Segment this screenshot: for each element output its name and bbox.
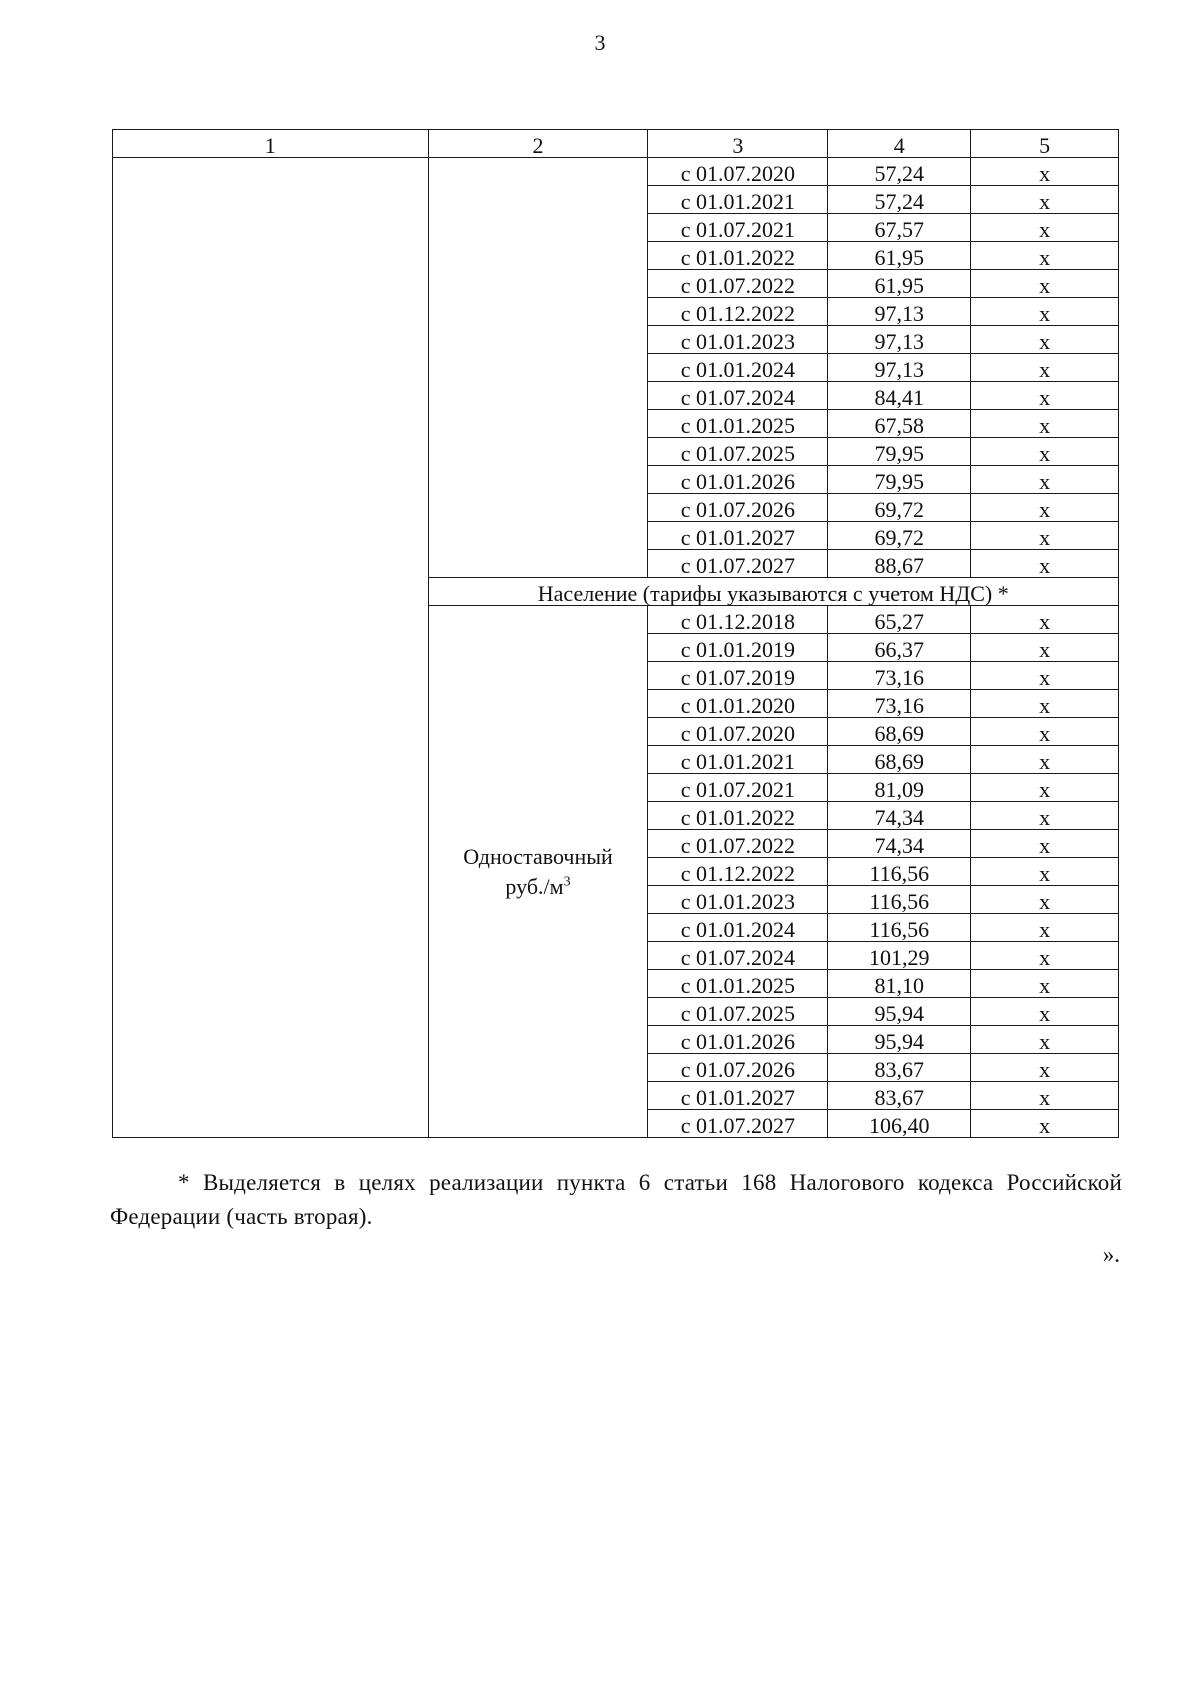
- date-cell: с 01.01.2019: [648, 634, 828, 662]
- mark-cell: х: [971, 914, 1119, 942]
- value-cell: 73,16: [828, 690, 971, 718]
- mark-cell: х: [971, 1026, 1119, 1054]
- date-cell: с 01.07.2022: [648, 270, 828, 298]
- date-cell: с 01.12.2018: [648, 606, 828, 634]
- date-cell: с 01.07.2024: [648, 382, 828, 410]
- value-cell: 68,69: [828, 718, 971, 746]
- mark-cell: х: [971, 998, 1119, 1026]
- mark-cell: х: [971, 690, 1119, 718]
- date-cell: с 01.01.2021: [648, 746, 828, 774]
- date-cell: с 01.01.2021: [648, 186, 828, 214]
- mark-cell: х: [971, 466, 1119, 494]
- tariff-type-cell: [428, 158, 648, 578]
- date-cell: с 01.07.2027: [648, 550, 828, 578]
- table-row: [113, 158, 1119, 186]
- date-cell: с 01.01.2020: [648, 690, 828, 718]
- date-cell: с 01.01.2024: [648, 354, 828, 382]
- value-cell: 66,37: [828, 634, 971, 662]
- mark-cell: х: [971, 942, 1119, 970]
- date-cell: с 01.07.2021: [648, 774, 828, 802]
- tariff-unit-text: руб./м: [505, 873, 564, 899]
- value-cell: 57,24: [828, 186, 971, 214]
- value-cell: 116,56: [828, 886, 971, 914]
- mark-cell: х: [971, 298, 1119, 326]
- date-cell: с 01.01.2027: [648, 522, 828, 550]
- mark-cell: х: [971, 718, 1119, 746]
- mark-cell: х: [971, 270, 1119, 298]
- value-cell: 67,57: [828, 214, 971, 242]
- table-header-row: [113, 130, 1119, 158]
- mark-cell: х: [971, 242, 1119, 270]
- closing-quote: ».: [1102, 1242, 1120, 1267]
- value-cell: 116,56: [828, 914, 971, 942]
- mark-cell: х: [971, 522, 1119, 550]
- tariff-unit-superscript: 3: [563, 874, 571, 890]
- mark-cell: х: [971, 830, 1119, 858]
- mark-cell: х: [971, 606, 1119, 634]
- value-cell: 69,72: [828, 494, 971, 522]
- date-cell: с 01.07.2025: [648, 438, 828, 466]
- mark-cell: х: [971, 1054, 1119, 1082]
- mark-cell: х: [971, 634, 1119, 662]
- date-cell: с 01.07.2022: [648, 830, 828, 858]
- date-cell: с 01.07.2025: [648, 998, 828, 1026]
- mark-cell: х: [971, 1082, 1119, 1110]
- date-cell: с 01.01.2025: [648, 410, 828, 438]
- date-cell: с 01.12.2022: [648, 298, 828, 326]
- value-cell: 73,16: [828, 662, 971, 690]
- date-cell: с 01.07.2027: [648, 1110, 828, 1138]
- date-cell: с 01.01.2023: [648, 886, 828, 914]
- date-cell: с 01.01.2022: [648, 802, 828, 830]
- mark-cell: х: [971, 970, 1119, 998]
- value-cell: 74,34: [828, 830, 971, 858]
- tariff-type-cell: [428, 606, 648, 1138]
- value-cell: 95,94: [828, 1026, 971, 1054]
- value-cell: 74,34: [828, 802, 971, 830]
- date-cell: с 01.07.2024: [648, 942, 828, 970]
- mark-cell: х: [971, 662, 1119, 690]
- date-cell: с 01.01.2026: [648, 466, 828, 494]
- date-cell: с 01.01.2025: [648, 970, 828, 998]
- date-cell: с 01.12.2022: [648, 858, 828, 886]
- value-cell: 84,41: [828, 382, 971, 410]
- value-cell: 57,24: [828, 158, 971, 186]
- date-cell: с 01.07.2020: [648, 158, 828, 186]
- date-cell: с 01.01.2024: [648, 914, 828, 942]
- section-title: Население (тарифы указываются с учетом НДС) *: [428, 578, 1118, 606]
- header-cell-4: 4: [828, 130, 971, 158]
- value-cell: 69,72: [828, 522, 971, 550]
- value-cell: 83,67: [828, 1082, 971, 1110]
- mark-cell: х: [971, 326, 1119, 354]
- date-cell: с 01.01.2022: [648, 242, 828, 270]
- value-cell: 79,95: [828, 466, 971, 494]
- mark-cell: х: [971, 550, 1119, 578]
- value-cell: 97,13: [828, 354, 971, 382]
- tariff-table: [112, 129, 1119, 1138]
- header-cell-3: 3: [648, 130, 828, 158]
- value-cell: 95,94: [828, 998, 971, 1026]
- mark-cell: х: [971, 494, 1119, 522]
- mark-cell: х: [971, 802, 1119, 830]
- date-cell: с 01.07.2020: [648, 718, 828, 746]
- value-cell: 65,27: [828, 606, 971, 634]
- mark-cell: х: [971, 382, 1119, 410]
- date-cell: с 01.01.2027: [648, 1082, 828, 1110]
- value-cell: 67,58: [828, 410, 971, 438]
- value-cell: 81,10: [828, 970, 971, 998]
- mark-cell: х: [971, 158, 1119, 186]
- mark-cell: х: [971, 410, 1119, 438]
- date-cell: с 01.07.2019: [648, 662, 828, 690]
- date-cell: с 01.07.2026: [648, 494, 828, 522]
- mark-cell: х: [971, 354, 1119, 382]
- value-cell: 61,95: [828, 242, 971, 270]
- value-cell: 83,67: [828, 1054, 971, 1082]
- value-cell: 88,67: [828, 550, 971, 578]
- footnote: * Выделяется в целях реализации пункта 6 статьи 168 Налогового кодекса Российской Федерации (часть вторая).: [110, 1170, 1122, 1229]
- value-cell: 79,95: [828, 438, 971, 466]
- value-cell: 116,56: [828, 858, 971, 886]
- header-cell-2: 2: [428, 130, 648, 158]
- mark-cell: х: [971, 1110, 1119, 1138]
- mark-cell: х: [971, 214, 1119, 242]
- date-cell: с 01.01.2023: [648, 326, 828, 354]
- mark-cell: х: [971, 858, 1119, 886]
- header-cell-1: 1: [113, 130, 429, 158]
- mark-cell: х: [971, 774, 1119, 802]
- value-cell: 81,09: [828, 774, 971, 802]
- value-cell: 68,69: [828, 746, 971, 774]
- date-cell: с 01.07.2026: [648, 1054, 828, 1082]
- date-cell: с 01.07.2021: [648, 214, 828, 242]
- org-name-cell: [113, 158, 429, 1138]
- mark-cell: х: [971, 886, 1119, 914]
- value-cell: 97,13: [828, 298, 971, 326]
- mark-cell: х: [971, 438, 1119, 466]
- header-cell-5: 5: [971, 130, 1119, 158]
- mark-cell: х: [971, 186, 1119, 214]
- tariff-unit-label: [429, 873, 648, 899]
- date-cell: с 01.01.2026: [648, 1026, 828, 1054]
- mark-cell: х: [971, 746, 1119, 774]
- value-cell: 101,29: [828, 942, 971, 970]
- page-number: 3: [594, 30, 606, 55]
- value-cell: 106,40: [828, 1110, 971, 1138]
- value-cell: 61,95: [828, 270, 971, 298]
- tariff-label-line1: Одноставочный: [463, 843, 613, 869]
- value-cell: 97,13: [828, 326, 971, 354]
